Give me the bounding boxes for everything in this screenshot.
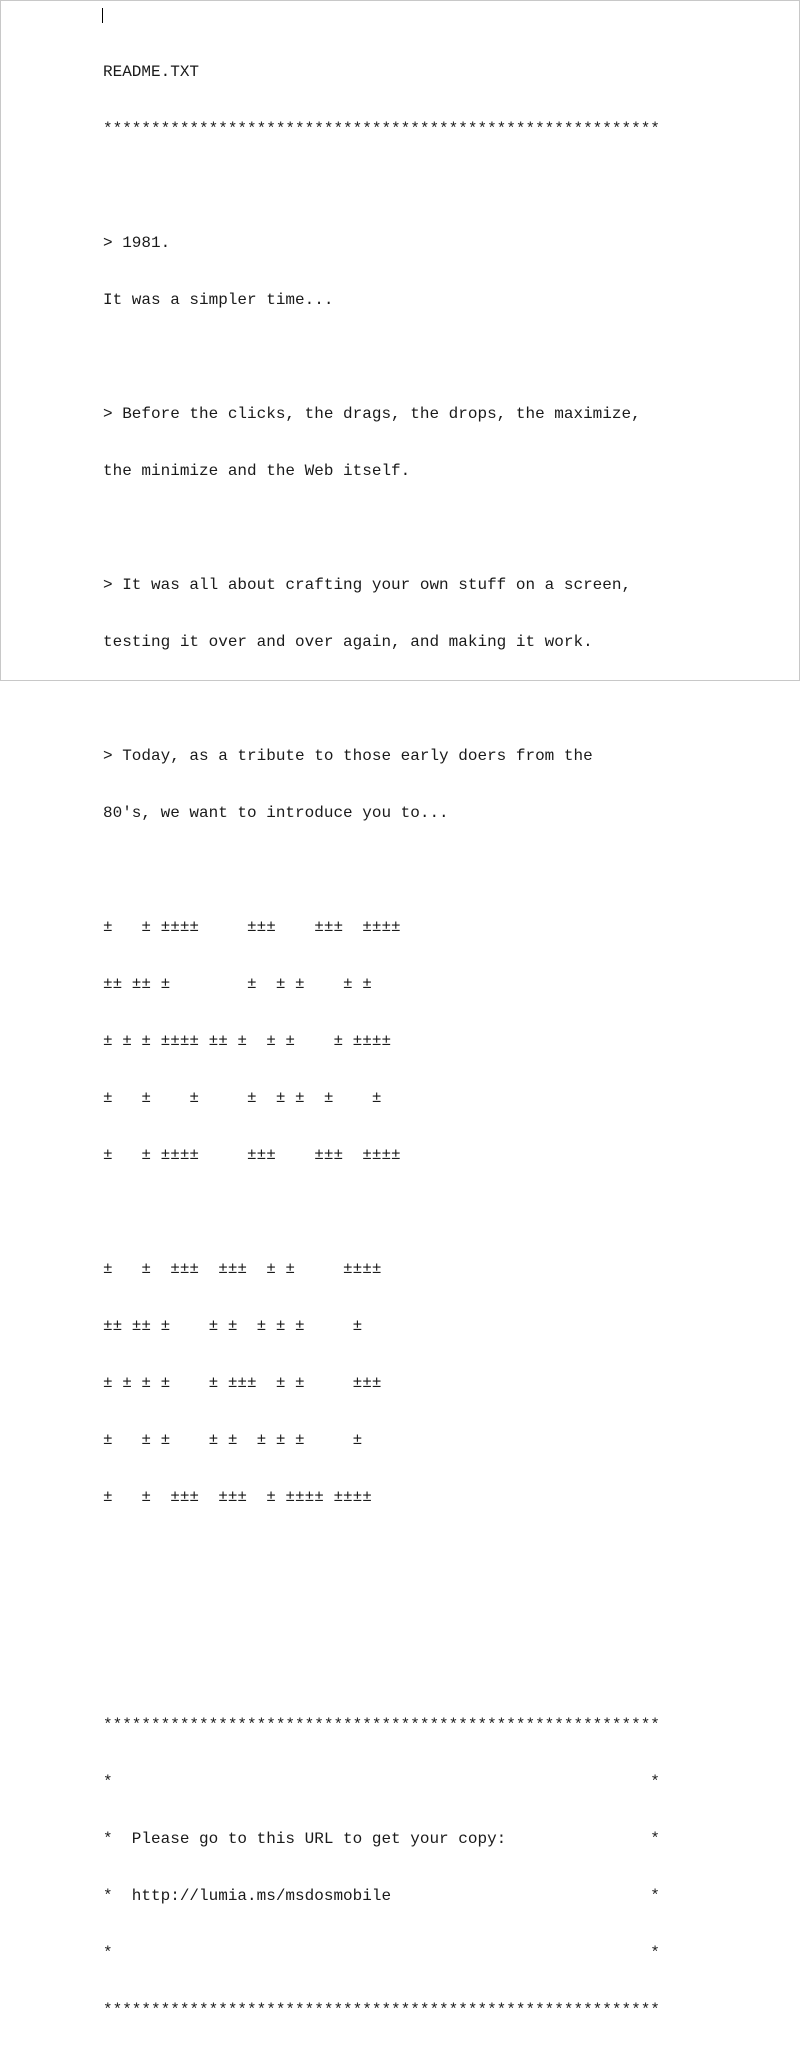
ascii-art-mobile-line: ±± ±± ± ± ± ± ± ± ± [103,1317,363,1335]
ascii-art-mobile-line: ± ± ±±± ±±± ± ±±±± ±±±± [103,1488,372,1506]
doc-line: > 1981. [103,234,171,252]
doc-line: It was a simpler time... [103,291,334,309]
doc-line [103,1545,660,1564]
doc-line: testing it over and over again, and making it work. [103,633,593,651]
ascii-art-msdos-line: ± ± ± ± ± ± ± ± [103,1089,382,1107]
ascii-art-msdos-line: ±± ±± ± ± ± ± ± ± [103,975,372,993]
doc-line: the minimize and the Web itself. [103,462,411,480]
doc-line [103,690,660,709]
text-editor[interactable] [1,1,799,2019]
ascii-art-msdos-line: ± ± ± ±±±± ±± ± ± ± ± ±±±± [103,1032,392,1050]
doc-line [103,177,660,196]
ascii-art-msdos-line: ± ± ±±±± ±±± ±±± ±±±± [103,918,401,936]
url-box-message: * Please go to this URL to get your copy: * [103,1830,660,1848]
ascii-art-msdos-line: ± ± ±±±± ±±± ±±± ±±±± [103,1146,401,1164]
doc-line: > Today, as a tribute to those early doers from the [103,747,593,765]
ascii-art-mobile-line: ± ± ± ± ± ±±± ± ± ±±± [103,1374,382,1392]
doc-line [103,1602,660,1621]
url-box-link: * http://lumia.ms/msdosmobile * [103,1887,660,1905]
url-box-line: * * [103,1944,660,1962]
doc-line: 80's, we want to introduce you to... [103,804,449,822]
url-box-border-bottom: ********************************************************** [103,2001,660,2019]
doc-line: > Before the clicks, the drags, the drops, the maximize, [103,405,641,423]
doc-filename: README.TXT [103,63,200,81]
text-caret [102,8,103,23]
readme-document[interactable] [103,25,660,2058]
doc-line [103,1659,660,1678]
doc-line: > It was all about crafting your own stuff on a screen, [103,576,632,594]
url-box-border-top: ********************************************************** [103,1716,660,1734]
doc-separator: ********************************************************** [103,120,660,138]
ascii-art-mobile-line: ± ± ± ± ± ± ± ± ± [103,1431,363,1449]
doc-line [103,519,660,538]
url-box-line: * * [103,1773,660,1791]
doc-line [103,348,660,367]
doc-line [103,861,660,880]
ascii-art-mobile-line: ± ± ±±± ±±± ± ± ±±±± [103,1260,382,1278]
doc-line [103,1203,660,1222]
